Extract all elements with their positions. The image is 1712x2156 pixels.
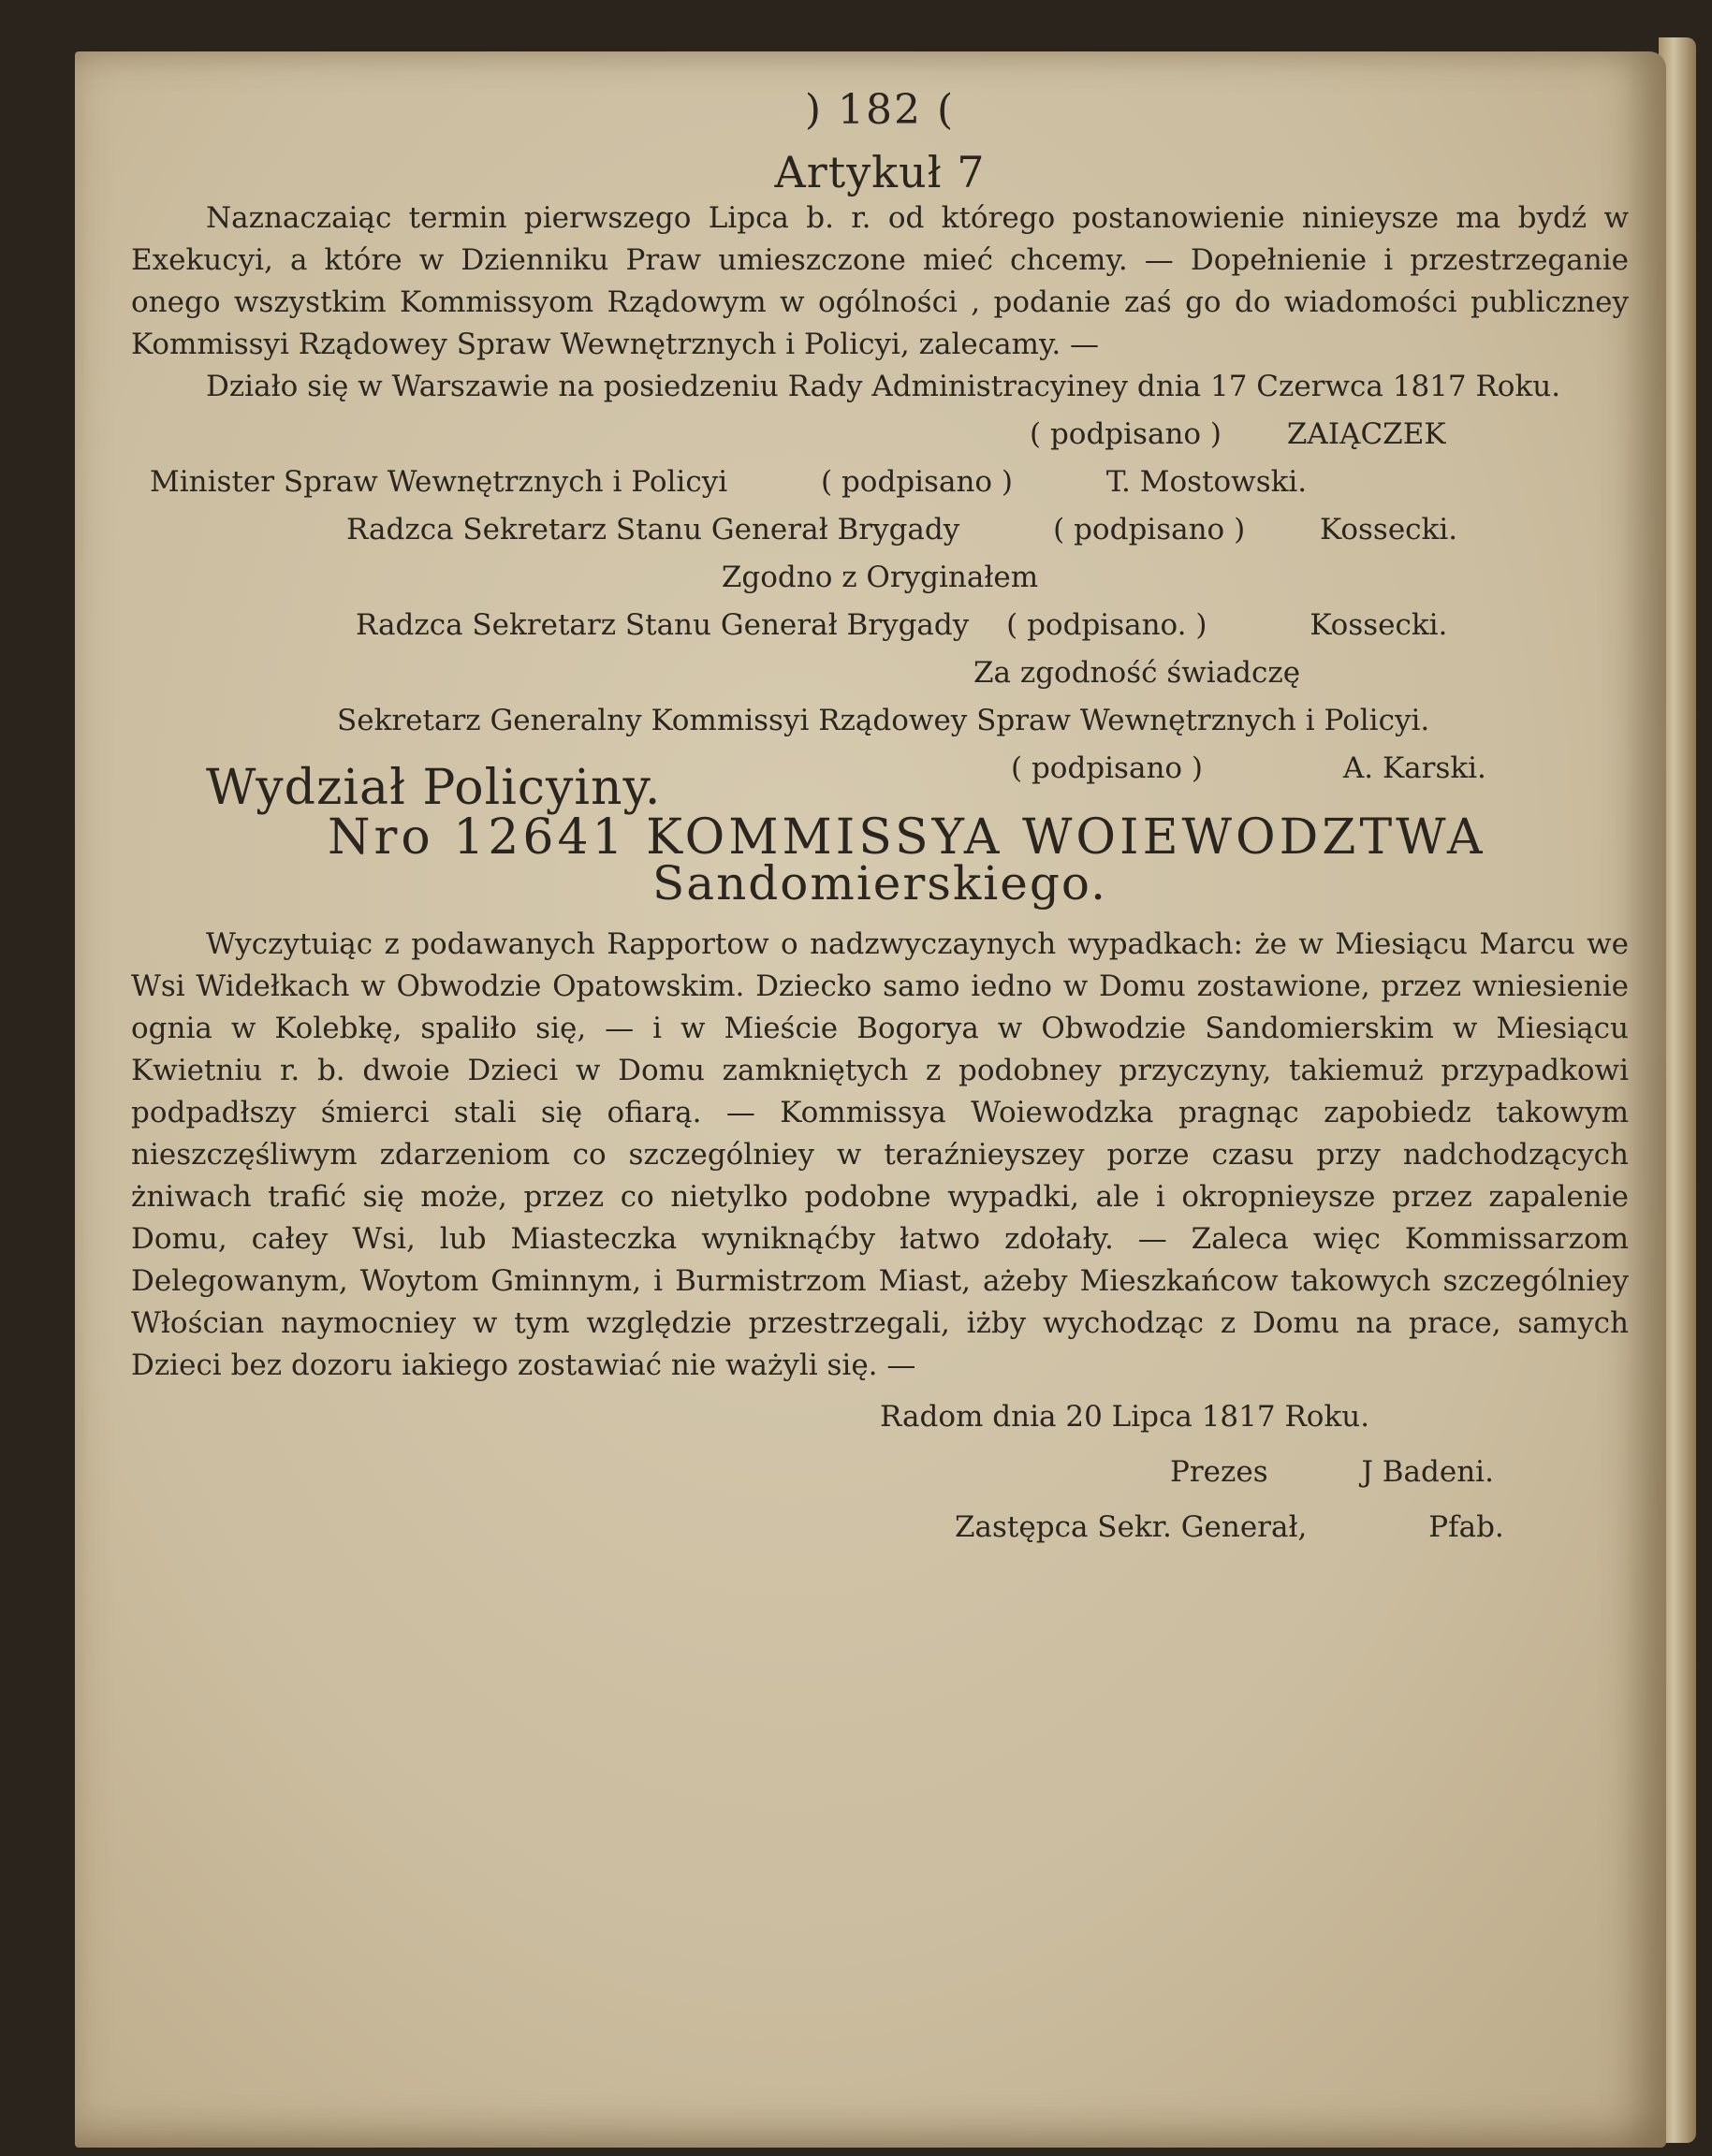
closing-president-title: Prezes: [1170, 1455, 1268, 1489]
paragraph-2: Działo się w Warszawie na posiedzeniu Rady Administracyiney dnia 17 Czerwca 1817 Roku.: [206, 370, 1561, 403]
signature-5: [356, 605, 1629, 647]
signature-5-name: Kossecki.: [1310, 608, 1448, 642]
sub-title: Sandomierskiego.: [652, 856, 1107, 910]
signature-3-note: ( podpisano ): [1053, 513, 1246, 546]
section-title: Wydział Policyiny.: [206, 760, 662, 816]
closing-deputy: [955, 1507, 1629, 1549]
closing-president-name: J Badeni.: [1361, 1455, 1494, 1489]
signature-2-note: ( podpisano ): [821, 465, 1014, 499]
signature-4: Zgodno z Oryginałem: [721, 561, 1039, 594]
signature-3-name: Kossecki.: [1320, 513, 1458, 546]
signature-5-note: ( podpisano. ): [1006, 608, 1207, 642]
signature-3: [346, 509, 1629, 551]
signature-1-note: ( podpisano ): [1030, 417, 1222, 451]
closing-president: [1170, 1451, 1629, 1493]
paragraph-1: Naznaczaiąc termin pierwszego Lipca b. r. od którego postanowienie ninieysze ma bydź w Exekucyi, a które w Dzienniku Praw umieszczone mieć chcemy. — Dopełnienie i przestrzeganie onego wszystkim Kommissyom Rządowym w ogólności , podanie zaś go do wiadomości publiczney Kommissyi Rządowey Spraw Wewnętrznych i Policyi, zalecamy. —: [131, 201, 1629, 361]
article-title: Artykuł 7: [774, 147, 986, 197]
signature-7: Sekretarz Generalny Kommissyi Rządowey Spraw Wewnętrznych i Policyi.: [337, 704, 1430, 737]
signature-2: [150, 461, 1629, 503]
page-number: ) 182 (: [804, 86, 956, 134]
signature-6: Za zgodność świadczę: [973, 656, 1301, 690]
signature-8-note: ( podpisano ): [1011, 751, 1204, 785]
page-text: [131, 86, 1629, 1549]
closing-deputy-name: Pfab.: [1428, 1510, 1504, 1544]
signature-1: [1030, 414, 1629, 456]
closing-deputy-title: Zastępca Sekr. Generał,: [955, 1510, 1308, 1544]
signature-5-title: Radzca Sekretarz Stanu Generał Brygady: [356, 608, 970, 642]
signature-8-name: A. Karski.: [1342, 751, 1486, 785]
nro-line: Nro 12641 KOMMISSYA WOIEWODZTWA: [328, 809, 1486, 866]
closing-place-date: Radom dnia 20 Lipca 1817 Roku.: [880, 1400, 1370, 1434]
signature-3-title: Radzca Sekretarz Stanu Generał Brygady: [346, 513, 960, 546]
paragraph-3: Wyczytuiąc z podawanych Rapportow o nadzwyczaynych wypadkach: że w Miesiącu Marcu we Wsi Widełkach w Obwodzie Opatowskim. Dziecko samo iedno w Domu zostawione, przez wniesienie ognia w Kolebkę, spaliło się, — i w Mieście Bogorya w Obwodzie Sandomierskim w Miesiącu Kwietniu r. b. dwoie Dzieci w Domu zamkniętych z podobney przyczyny, takiemuż przypadkowi podpadłszy śmierci stali się ofiarą. — Kommissya Woiewodzka pragnąc zapobiedz takowym nieszczęśliwym zdarzeniom co szczególniey w teraźnieyszey porze czasu przy nadchodzących żniwach trafić się może, przez co nietylko podobne wypadki, ale i okropnieysze przez zapalenie Domu, całey Wsi, lub Miasteczka wyniknąćby łatwo zdołały. — Zaleca więc Kommissarzom Delegowanym, Woytom Gminnym, i Burmistrzom Miast, ażeby Mieszkańcow takowych szczególniey Włościan naymocniey w tym względzie przestrzegali, iżby wychodząc z Domu na prace, samych Dzieci bez dozoru iakiego zostawiać nie ważyli się. —: [131, 927, 1629, 1382]
signature-2-name: T. Mostowski.: [1105, 465, 1308, 499]
signature-2-title: Minister Spraw Wewnętrznych i Policyi: [150, 465, 728, 499]
signature-1-name: ZAIĄCZEK: [1286, 417, 1446, 451]
